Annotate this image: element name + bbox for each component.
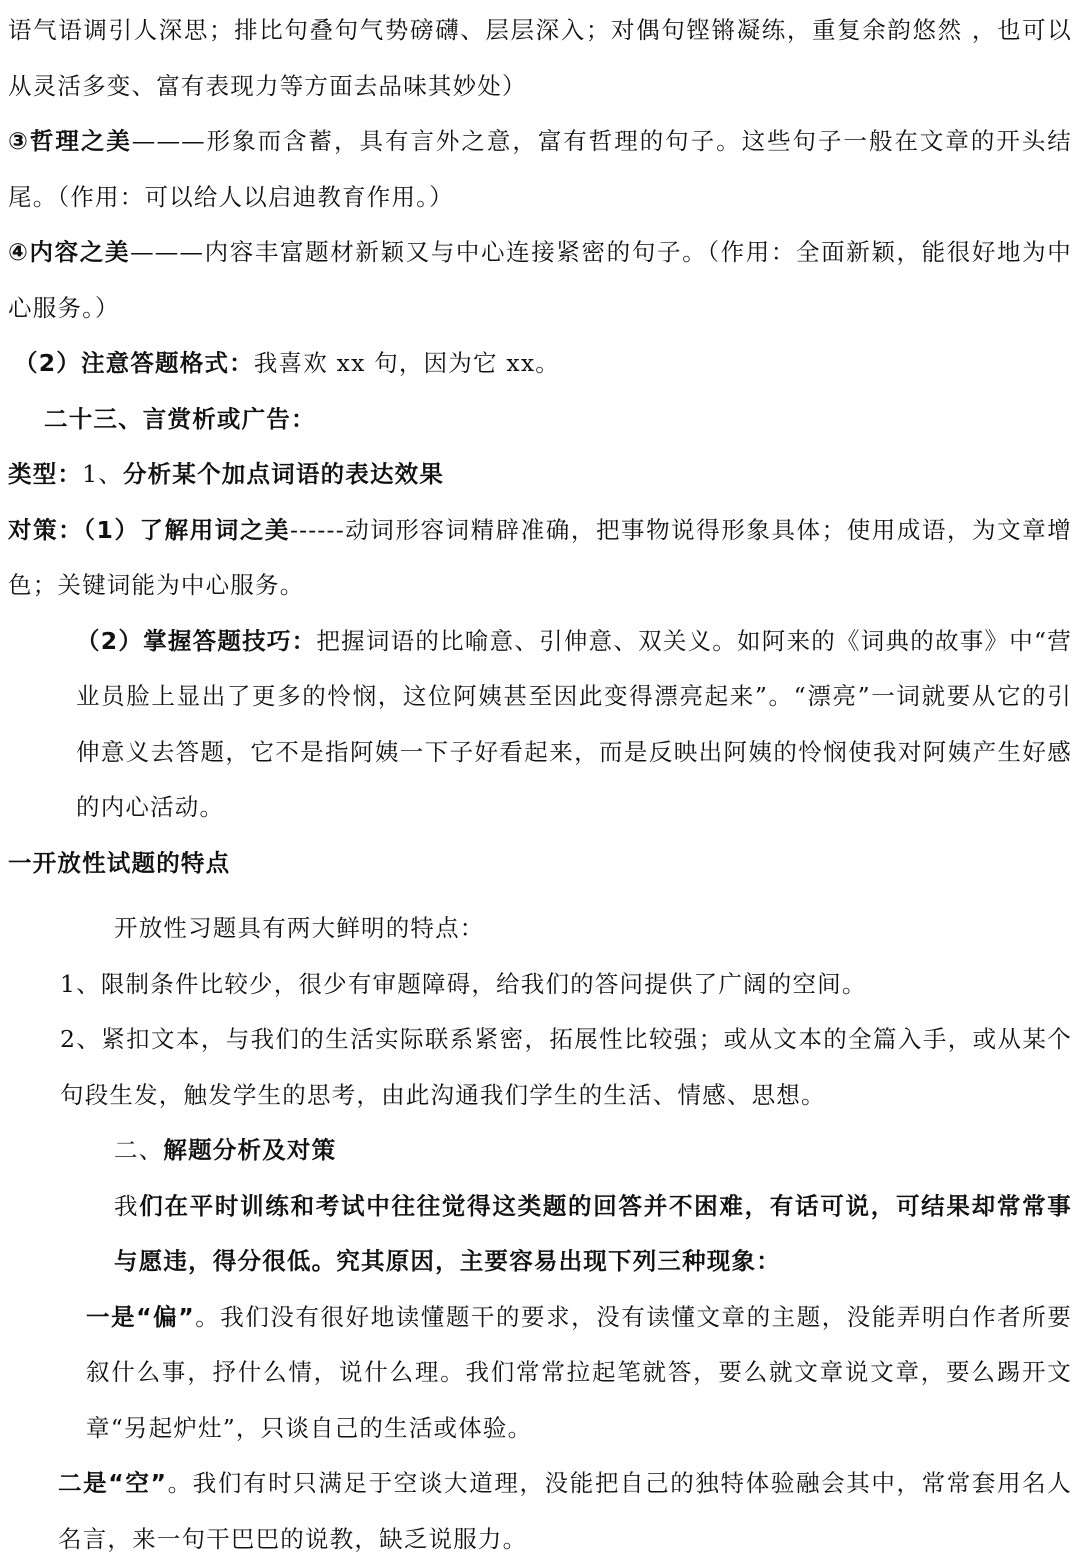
paragraph-type	[0, 447, 1080, 503]
heading-text: 解题分析及对策	[163, 1136, 337, 1164]
paragraph-text: 我	[114, 1191, 140, 1220]
paragraph-strategy-1	[0, 503, 1080, 614]
paragraph-text: 把握词语的比喻意、引伸意、双关义。如阿来的《词典的故事》中“营业员脸上显出了更多的怜悯，这位阿姨甚至因此变得漂亮起来”。“漂亮”一词就要从它的引伸意义去答题，它不是指阿姨一下子好看起来，而是反映出阿姨的怜悯使我对阿姨产生好感的内心活动。	[76, 626, 1072, 821]
section-heading-analysis	[0, 1123, 1080, 1179]
term-content-beauty: ④内容之美	[8, 238, 131, 266]
list-item-feature-1	[0, 957, 1080, 1013]
paragraph-text: 我喜欢 xx 句，因为它 xx。	[253, 349, 560, 377]
term-philosophy-beauty: ③哲理之美	[8, 127, 132, 155]
paragraph-three-phenomena	[0, 1179, 1080, 1290]
list-number: 1、	[82, 460, 123, 488]
paragraph-text: 开放性习题具有两大鲜明的特点：	[114, 914, 485, 942]
section-heading-open-questions	[0, 836, 1080, 892]
paragraph-text: ------动词形容词精辟准确，把事物说得形象具体；使用成语，为文章增色；关键词能为中心服务。	[8, 515, 1072, 599]
paragraph-text: 语气语调引人深思；排比句叠句气势磅礴、层层深入；对偶句铿锵凝练，重复余韵悠然 ，也可以从灵活多变、富有表现力等方面去品味其妙处）	[8, 16, 1072, 100]
paragraph-text: 。我们没有很好地读懂题干的要求，没有读懂文章的主题，没能弄明白作者所要叙什么事，抒什么情，说什么理。我们常常拉起笔就答，要么就文章说文章，要么踢开文章“另起炉灶”，只谈自己的生活或体验。	[86, 1302, 1073, 1442]
term-word-effect: 分析某个加点词语的表达效果	[122, 460, 445, 488]
paragraph-philosophy-beauty	[0, 114, 1080, 225]
paragraph-text: 1、限制条件比较少，很少有审题障碍，给我们的答问提供了广阔的空间。	[60, 969, 867, 998]
heading-text: 二十三、言赏析或广告：	[44, 404, 316, 433]
paragraph-text: 。我们有时只满足于空谈大道理，没能把自己的独特体验融会其中，常常套用名人名言，来一句干巴巴的说教，缺乏说服力。	[58, 1469, 1073, 1553]
term-strategy-word-beauty: 对策：（1）了解用词之美	[8, 515, 290, 544]
paragraph-answer-format	[0, 336, 1080, 392]
paragraph-strategy-2	[0, 614, 1080, 836]
term-answer-skills: （2）掌握答题技巧：	[76, 626, 317, 655]
paragraph-text: 2、紧扣文本，与我们的生活实际联系紧密，拓展性比较强；或从文本的全篇入手，或从某个句段生发，触发学生的思考，由此沟通我们学生的生活、情感、思想。	[60, 1025, 1072, 1109]
term-empty: 二是“空”	[58, 1469, 168, 1497]
paragraph-bold-text: 们在平时训练和考试中往往觉得这类题的回答并不困难，有话可说，可结果却常常事与愿违，得分很低。究其原因，主要容易出现下列三种现象：	[114, 1191, 1072, 1275]
paragraph-rhetoric-effects	[0, 3, 1080, 114]
paragraph-two-features	[0, 901, 1080, 957]
term-biased: 一是“偏”	[86, 1302, 195, 1331]
list-item-feature-2	[0, 1012, 1080, 1123]
paragraph-text: ———内容丰富题材新颖又与中心连接紧密的句子。（作用：全面新颖，能很好地为中心服务。）	[8, 238, 1072, 322]
heading-number: 二、	[114, 1136, 164, 1164]
term-answer-format: （2）注意答题格式：	[14, 349, 254, 377]
paragraph-biased	[0, 1290, 1080, 1457]
term-type: 类型：	[8, 460, 83, 488]
section-heading-23	[0, 392, 1080, 448]
heading-text: 一开放性试题的特点	[8, 848, 231, 877]
paragraph-text: ———形象而含蓄，具有言外之意，富有哲理的句子。这些句子一般在文章的开头结尾。（作用：可以给人以启迪教育作用。）	[8, 127, 1072, 211]
paragraph-empty	[0, 1456, 1080, 1567]
paragraph-content-beauty	[0, 225, 1080, 336]
